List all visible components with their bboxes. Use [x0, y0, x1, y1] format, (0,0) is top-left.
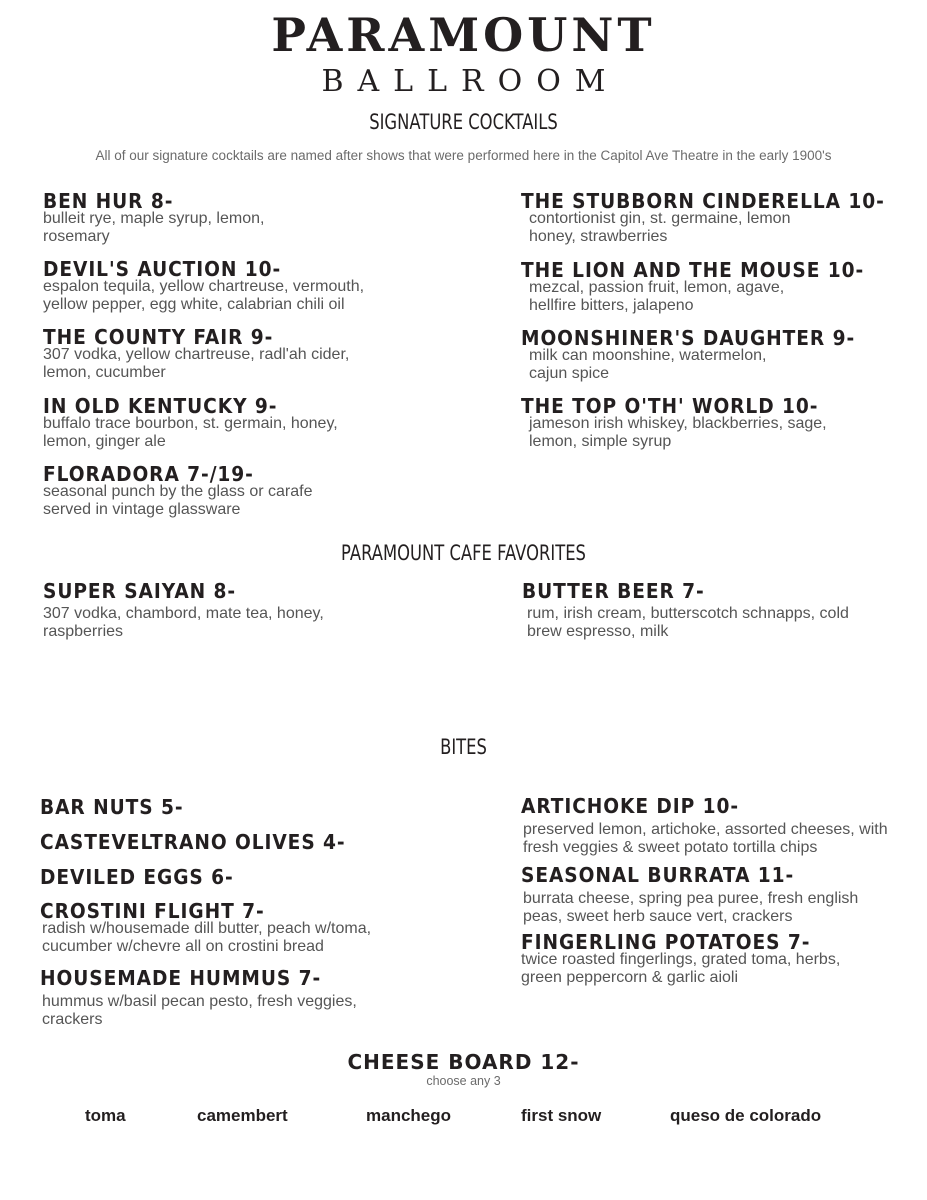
menu-item — [521, 864, 901, 926]
menu-item — [40, 900, 420, 956]
menu-item — [43, 395, 423, 451]
item-name: SEASONAL BURRATA 11- — [521, 863, 795, 887]
item-description: bulleit rye, maple syrup, lemon, rosemary — [43, 210, 265, 245]
item-name: FLORADORA 7-/19- — [43, 462, 254, 486]
item-description: jameson irish whiskey, blackberries, sage, lemon, simple syrup — [529, 415, 827, 450]
menu-item — [43, 258, 423, 314]
item-description: radish w/housemade dill butter, peach w/toma, cucumber w/chevre all on crostini bread — [42, 920, 372, 955]
item-description: buffalo trace bourbon, st. germain, honey, lemon, ginger ale — [43, 415, 338, 450]
menu-item — [40, 866, 420, 888]
item-description: burrata cheese, spring pea puree, fresh english peas, sweet herb sauce vert, crackers — [523, 890, 859, 925]
menu-item — [40, 796, 420, 818]
menu-item — [43, 580, 423, 641]
item-name: BEN HUR 8- — [43, 189, 174, 213]
section-title-signature: SIGNATURE COCKTAILS — [369, 110, 558, 134]
cheese-option: first snow — [521, 1106, 602, 1125]
cheese-board-note: choose any 3 — [426, 1074, 501, 1088]
menu-item — [521, 190, 901, 246]
venue-subtitle: BALLROOM — [321, 64, 620, 99]
menu-item — [521, 327, 901, 383]
cheese-option: manchego — [366, 1106, 452, 1125]
menu-item — [521, 395, 901, 451]
item-description: seasonal punch by the glass or carafe served in vintage glassware — [43, 483, 313, 518]
item-description: hummus w/basil pecan pesto, fresh veggies, crackers — [42, 993, 357, 1028]
item-name: CASTEVELTRANO OLIVES 4- — [40, 830, 346, 854]
menu-item — [521, 931, 901, 987]
item-name: HOUSEMADE HUMMUS 7- — [40, 966, 322, 990]
cheese-option: toma — [85, 1106, 126, 1125]
menu-item — [43, 463, 423, 519]
item-description: rum, irish cream, butterscotch schnapps, cold brew espresso, milk — [527, 605, 849, 640]
item-name: BAR NUTS 5- — [40, 795, 184, 819]
item-name: DEVILED EGGS 6- — [40, 865, 234, 889]
venue-title: PARAMOUNT — [271, 8, 656, 62]
menu-item — [43, 326, 423, 382]
item-description: mezcal, passion fruit, lemon, agave, hellfire bitters, jalapeno — [529, 279, 785, 314]
item-name: THE COUNTY FAIR 9- — [43, 325, 274, 349]
item-name: THE TOP O'TH' WORLD 10- — [521, 394, 819, 418]
item-name: SUPER SAIYAN 8- — [43, 579, 237, 603]
menu-item — [521, 259, 901, 315]
menu-item — [521, 795, 901, 857]
item-description: 307 vodka, chambord, mate tea, honey, raspberries — [43, 605, 324, 640]
cheese-option: camembert — [197, 1106, 288, 1125]
section-title-cafe: PARAMOUNT CAFE FAVORITES — [341, 541, 586, 565]
item-name: FINGERLING POTATOES 7- — [521, 930, 811, 954]
item-description: 307 vodka, yellow chartreuse, radl'ah cider, lemon, cucumber — [43, 346, 350, 381]
item-description: contortionist gin, st. germaine, lemon honey, strawberries — [529, 210, 791, 245]
item-name: ARTICHOKE DIP 10- — [521, 794, 739, 818]
item-name: THE STUBBORN CINDERELLA 10- — [521, 189, 885, 213]
item-name: THE LION AND THE MOUSE 10- — [521, 258, 865, 282]
item-name: DEVIL'S AUCTION 10- — [43, 257, 282, 281]
item-name: MOONSHINER'S DAUGHTER 9- — [521, 326, 856, 350]
item-name: BUTTER BEER 7- — [522, 579, 705, 603]
menu-item — [43, 190, 423, 246]
menu-item — [522, 580, 902, 641]
menu-item — [40, 967, 420, 1029]
item-name: IN OLD KENTUCKY 9- — [43, 394, 278, 418]
menu-item — [40, 831, 420, 853]
section-title-bites: BITES — [440, 735, 487, 759]
item-name: CROSTINI FLIGHT 7- — [40, 899, 265, 923]
cheese-option: queso de colorado — [670, 1106, 822, 1125]
item-description: twice roasted fingerlings, grated toma, herbs, green peppercorn & garlic aioli — [521, 951, 841, 986]
item-description: preserved lemon, artichoke, assorted cheeses, with fresh veggies & sweet potato tortilla chips — [523, 821, 888, 856]
signature-intro: All of our signature cocktails are named after shows that were performed here in the Capitol Ave Theatre in the early 1900's — [95, 148, 832, 163]
cheese-board-title: CHEESE BOARD 12- — [347, 1050, 580, 1074]
item-description: espalon tequila, yellow chartreuse, vermouth, yellow pepper, egg white, calabrian chili oil — [43, 278, 365, 313]
item-description: milk can moonshine, watermelon, cajun spice — [529, 347, 767, 382]
